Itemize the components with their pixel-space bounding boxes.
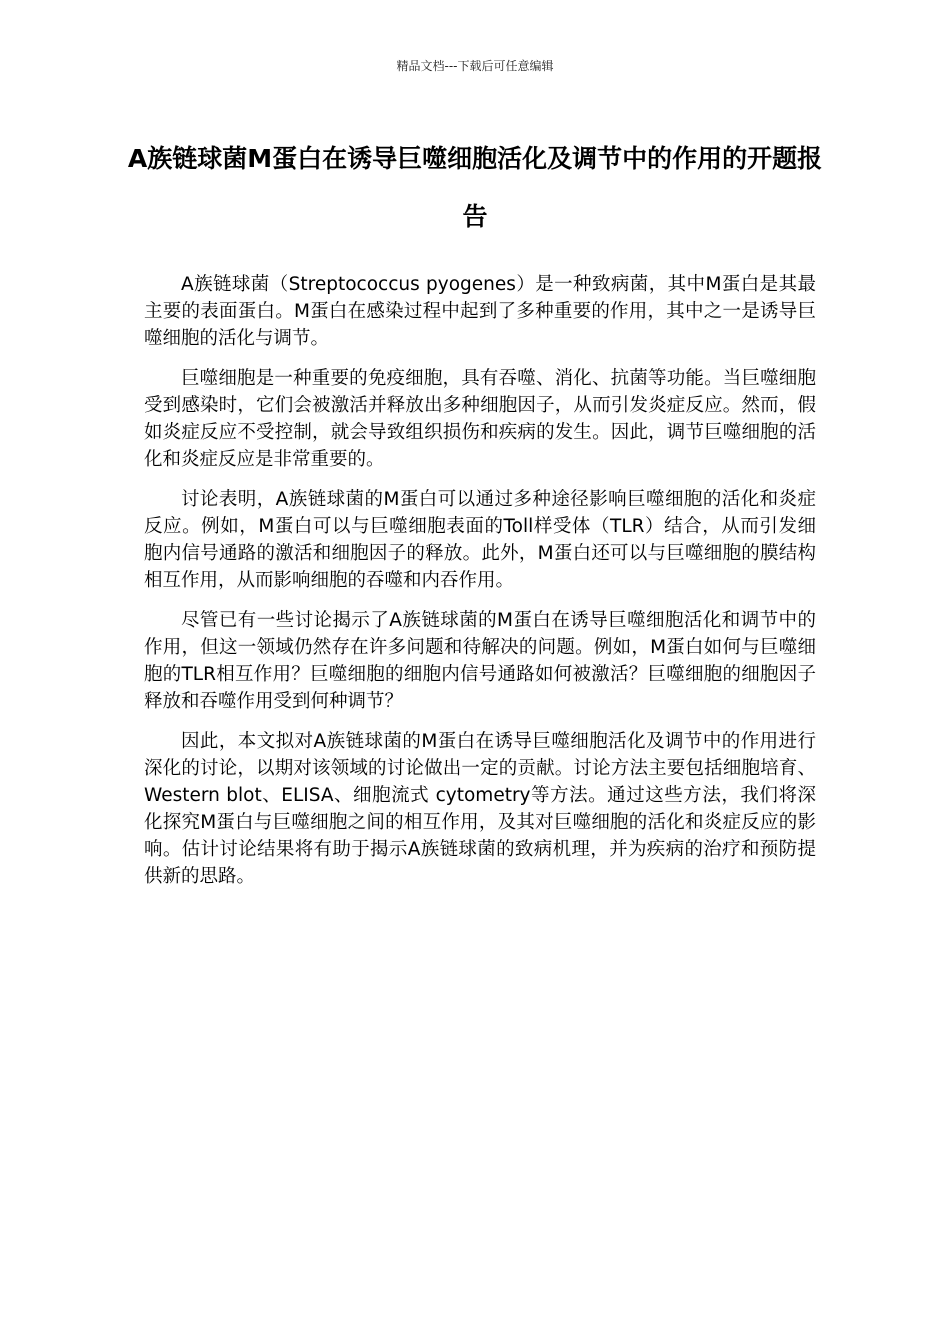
paragraph: 巨噬细胞是一种重要的免疫细胞，具有吞噬、消化、抗菌等功能。当巨噬细胞受到感染时，它们会被激活并释放出多种细胞因子，从而引发炎症反应。然而，假如炎症反应不受控制，就会导致组织损伤和疾病的发生。因此，调节巨噬细胞的活化和炎症反应是非常重要的。 <box>144 368 816 470</box>
document-title: A族链球菌M蛋白在诱导巨噬细胞活化及调节中的作用的开题报告 <box>127 144 823 231</box>
paragraph: 讨论表明，A族链球菌的M蛋白可以通过多种途径影响巨噬细胞的活化和炎症反应。例如，M蛋白可以与巨噬细胞表面的Toll样受体（TLR）结合，从而引发细胞内信号通路的激活和细胞因子的释放。此外，M蛋白还可以与巨噬细胞的膜结构相互作用，从而影响细胞的吞噬和内吞作用。 <box>144 489 816 591</box>
document-body <box>144 271 816 903</box>
header-note: 精品文档---下载后可任意编辑 <box>396 59 554 73</box>
paragraph: 尽管已有一些讨论揭示了A族链球菌的M蛋白在诱导巨噬细胞活化和调节中的作用，但这一领域仍然存在许多问题和待解决的问题。例如，M蛋白如何与巨噬细胞的TLR相互作用？巨噬细胞的细胞内信号通路如何被激活？巨噬细胞的细胞因子释放和吞噬作用受到何种调节？ <box>144 610 816 712</box>
paragraph: 因此，本文拟对A族链球菌的M蛋白在诱导巨噬细胞活化及调节中的作用进行深化的讨论，以期对该领域的讨论做出一定的贡献。讨论方法主要包括细胞培育、Western blot、ELISA、细胞流式 cytometry等方法。通过这些方法，我们将深化探究M蛋白与巨噬细胞之间的相互作用，及其对巨噬细胞的活化和炎症反应的影响。估计讨论结果将有助于揭示A族链球菌的致病机理，并为疾病的治疗和预防提供新的思路。 <box>144 731 816 887</box>
paragraph: A族链球菌（Streptococcus pyogenes）是一种致病菌，其中M蛋白是其最主要的表面蛋白。M蛋白在感染过程中起到了多种重要的作用，其中之一是诱导巨噬细胞的活化与调节。 <box>144 274 816 349</box>
